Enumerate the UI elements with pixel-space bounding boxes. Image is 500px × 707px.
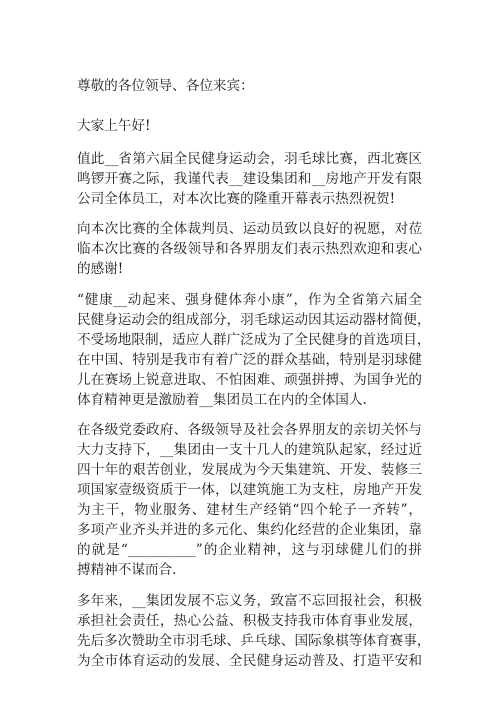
paragraph-line: 项国家壹级资质于一体，以建筑施工为支柱，房地产开发 bbox=[77, 482, 422, 498]
paragraph-line: 搏精神不谋而合. bbox=[77, 562, 177, 578]
paragraph-line: 先后多次赞助全市羽毛球、乒乓球、国际象棋等体育赛事， bbox=[77, 633, 431, 649]
paragraph-line: 值此__省第六届全民健身运动会，羽毛球比赛，西北赛区 bbox=[77, 151, 422, 167]
paragraph-line: 公司全体员工，对本次比赛的隆重开幕表示热烈祝贺! bbox=[77, 191, 396, 207]
paragraph-line: 在各级党委政府、各级领导及社会各界朋友的亲切关怀与 bbox=[77, 422, 422, 438]
paragraph-line: 鸣锣开赛之际，我谨代表__建设集团和__房地产开发有限 bbox=[77, 171, 422, 187]
paragraph-line: “健康__动起来、强身健体奔小康”，作为全省第六届全 bbox=[77, 292, 422, 308]
paragraph-line: 承担社会责任，热心公益、积极支持我市体育事业发展， bbox=[77, 613, 422, 629]
paragraph-line: 临本次比赛的各级领导和各界朋友们表示热烈欢迎和衷心 bbox=[77, 241, 422, 257]
paragraph-line: 儿在赛场上锐意进取、不怕困难、顽强拼搏、为国争光的 bbox=[77, 372, 422, 388]
paragraph-line: 体育精神更是激励着__集团员工在内的全体国人. bbox=[77, 392, 367, 408]
paragraph-line: 民健身运动会的组成部分，羽毛球运动因其运动器材简便， bbox=[77, 312, 431, 328]
greeting: 大家上午好! bbox=[77, 118, 151, 134]
paragraph-line: 四十年的艰苦创业，发展成为今天集建筑、开发、装修三 bbox=[77, 462, 422, 478]
paragraph-line: 多项产业齐头并进的多元化、集约化经营的企业集团，靠 bbox=[77, 522, 422, 538]
salutation: 尊敬的各位领导、各位来宾： bbox=[77, 78, 254, 94]
paragraph-line: 大力支持下，__集团由一支十几人的建筑队起家，经过近 bbox=[77, 442, 422, 458]
paragraph-line: 的就是“__________”的企业精神，这与羽球健儿们的拼 bbox=[77, 542, 422, 558]
paragraph-line: 向本次比赛的全体裁判员、运动员致以良好的祝愿，对莅 bbox=[77, 221, 422, 237]
paragraph-line: 多年来，__集团发展不忘义务，致富不忘回报社会，积极 bbox=[77, 593, 422, 609]
paragraph-line: 为全市体育运动的发展、全民健身运动普及、打造平安和 bbox=[77, 653, 422, 669]
paragraph-line: 为主干，物业服务、建材生产经销“四个轮子一齐转”， bbox=[77, 502, 422, 518]
paragraph-line: 不受场地限制，适应人群广泛成为了全民健身的首选项目， bbox=[77, 332, 431, 348]
paragraph-line: 在中国、特别是我市有着广泛的群众基础，特别是羽球健 bbox=[77, 352, 422, 368]
paragraph-line: 的感谢! bbox=[77, 261, 124, 277]
